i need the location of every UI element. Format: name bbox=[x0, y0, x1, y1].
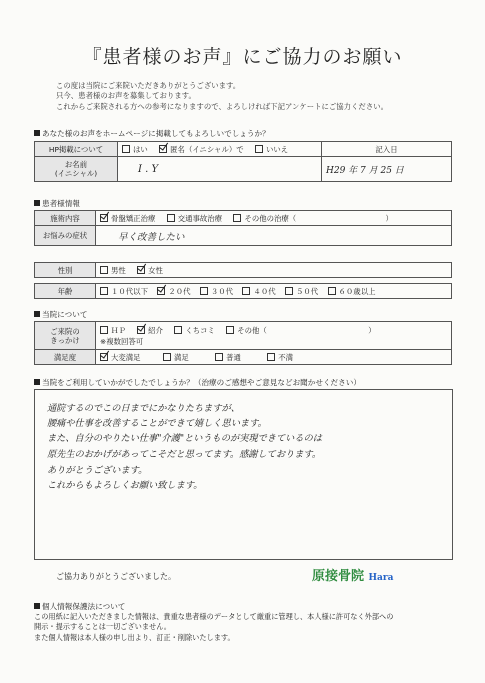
checkbox-icon[interactable] bbox=[285, 287, 293, 295]
option-anonymous[interactable]: 匿名（イニシャル）で bbox=[159, 144, 243, 155]
symptom-label: お悩みの症状 bbox=[35, 226, 96, 246]
intro-line: これからご来院される方への参考になりますので、よろしければ下記アンケートにご協力ください。 bbox=[56, 101, 388, 111]
publish-table bbox=[34, 141, 452, 182]
option-male[interactable]: 男性 bbox=[100, 265, 126, 276]
checkbox-icon[interactable] bbox=[163, 353, 171, 361]
option-accident[interactable]: 交通事故治療 bbox=[167, 213, 222, 224]
gender-options bbox=[96, 263, 452, 278]
clinic-logo: 原接骨院 Hara bbox=[312, 569, 394, 584]
option-pelvis[interactable]: 骨盤矯正治療 bbox=[100, 213, 155, 224]
square-bullet-icon bbox=[34, 130, 40, 136]
checked-checkbox-icon[interactable] bbox=[100, 353, 108, 361]
section-heading-text: 当院をご利用していかがでしたでしょうか？（治療のご感想やご意見などお聞かせください） bbox=[42, 378, 361, 387]
date-label: 記入日 bbox=[322, 142, 452, 157]
satisfaction-label: 満足度 bbox=[35, 350, 96, 365]
checkbox-icon[interactable] bbox=[242, 287, 250, 295]
section-heading bbox=[34, 128, 270, 139]
gender-table bbox=[34, 262, 452, 278]
checkbox-icon[interactable] bbox=[200, 287, 208, 295]
visit-label: ご来院の きっかけ bbox=[35, 322, 96, 350]
checkbox-icon[interactable] bbox=[100, 326, 108, 334]
section-heading bbox=[34, 198, 80, 209]
option-age-10[interactable]: １０代以下 bbox=[100, 286, 148, 297]
privacy-line: この用紙に記入いただきました情報は、貴重な患者様のデータとして厳重に管理し、本人様に許可なく外部への bbox=[34, 612, 394, 622]
intro-text bbox=[56, 81, 388, 112]
checkbox-icon[interactable] bbox=[267, 353, 275, 361]
privacy-notice bbox=[34, 602, 393, 643]
square-bullet-icon bbox=[34, 200, 40, 206]
section-heading bbox=[34, 377, 361, 388]
option-very-satisfied[interactable]: 大変満足 bbox=[100, 352, 141, 363]
visit-options bbox=[96, 322, 452, 350]
name-value[interactable]: I . Y bbox=[118, 157, 322, 182]
checked-checkbox-icon[interactable] bbox=[137, 326, 145, 334]
option-unsatisfied[interactable]: 不満 bbox=[267, 352, 293, 363]
privacy-line: また個人情報は本人様の申し出より、訂正・削除いたします。 bbox=[34, 632, 235, 642]
hp-label: HP掲載について bbox=[35, 142, 118, 157]
treatment-options bbox=[96, 211, 452, 226]
checkbox-icon[interactable] bbox=[174, 326, 182, 334]
satisfaction-options bbox=[96, 350, 452, 365]
comment-line: これからもよろしくお願い致します。 bbox=[47, 480, 203, 491]
option-referral[interactable]: 紹介 bbox=[137, 325, 163, 336]
option-age-20[interactable]: ２０代 bbox=[157, 286, 190, 297]
comment-line: 腰痛や仕事を改善することができて嬉しく思います。 bbox=[47, 418, 267, 429]
option-word-of-mouth[interactable]: くちコミ bbox=[174, 325, 215, 336]
visit-close: ） bbox=[368, 325, 376, 335]
checked-checkbox-icon[interactable] bbox=[159, 145, 167, 153]
privacy-heading: 個人情報保護法について bbox=[34, 602, 393, 612]
intro-line: 只今、患者様のお声を募集しております。 bbox=[56, 91, 196, 101]
option-other-treatment[interactable]: その他の治療（ bbox=[233, 213, 296, 224]
checkbox-icon[interactable] bbox=[215, 353, 223, 361]
name-label: お名前 (イニシャル) bbox=[35, 157, 118, 182]
section-heading-text: あなた様のお声をホームページに掲載してもよろしいでしょうか？ bbox=[42, 129, 270, 138]
intro-line: この度は当院にご来院いただきありがとうございます。 bbox=[56, 81, 241, 90]
option-age-30[interactable]: ３０代 bbox=[200, 286, 233, 297]
option-other-visit[interactable]: その他（ bbox=[226, 325, 267, 336]
square-bullet-icon bbox=[34, 311, 40, 317]
checked-checkbox-icon[interactable] bbox=[157, 287, 165, 295]
square-bullet-icon bbox=[34, 603, 40, 609]
comment-line: 通院するのでこの日までにかなりたちますが、 bbox=[47, 403, 240, 414]
page-title: 『患者様のお声』にご協力のお願い bbox=[82, 46, 403, 68]
comment-line: 原先生のおかげがあってこそだと思ってます。感謝しております。 bbox=[47, 449, 322, 460]
option-age-40[interactable]: ４０代 bbox=[242, 286, 275, 297]
visit-note: ※複数回答可 bbox=[100, 336, 144, 346]
option-normal[interactable]: 普通 bbox=[215, 352, 241, 363]
checkbox-icon[interactable] bbox=[100, 266, 108, 274]
comment-line: ありがとうございます。 bbox=[47, 465, 148, 476]
option-female[interactable]: 女性 bbox=[137, 265, 163, 276]
privacy-line: 開示・提示することは一切ございません。 bbox=[34, 622, 171, 632]
section-heading-text: 当院について bbox=[42, 310, 88, 319]
comment-box[interactable] bbox=[34, 389, 453, 560]
patient-table bbox=[34, 210, 452, 246]
age-options bbox=[96, 284, 452, 299]
treatment-close: ） bbox=[385, 213, 393, 223]
section-heading-text: 患者様情報 bbox=[42, 199, 80, 208]
checkbox-icon[interactable] bbox=[226, 326, 234, 334]
thanks-text: ご協力ありがとうございました。 bbox=[56, 572, 176, 581]
clinic-table bbox=[34, 321, 452, 365]
option-satisfied[interactable]: 満足 bbox=[163, 352, 189, 363]
checkbox-icon[interactable] bbox=[167, 214, 175, 222]
age-label: 年齢 bbox=[35, 284, 96, 299]
checkbox-icon[interactable] bbox=[255, 145, 263, 153]
gender-label: 性別 bbox=[35, 263, 96, 278]
checkbox-icon[interactable] bbox=[100, 287, 108, 295]
checkbox-icon[interactable] bbox=[328, 287, 336, 295]
checkbox-icon[interactable] bbox=[122, 145, 130, 153]
option-hp[interactable]: ＨＰ bbox=[100, 325, 126, 336]
symptom-value[interactable]: 早く改善したい bbox=[96, 226, 452, 246]
comment-line: また、自分のやりたい仕事"介護"というものが実現できているのは bbox=[47, 433, 322, 444]
treatment-label: 施術内容 bbox=[35, 211, 96, 226]
section-heading bbox=[34, 309, 87, 320]
option-no[interactable]: いいえ bbox=[255, 144, 288, 155]
checked-checkbox-icon[interactable] bbox=[137, 266, 145, 274]
square-bullet-icon bbox=[34, 379, 40, 385]
checkbox-icon[interactable] bbox=[233, 214, 241, 222]
option-age-50[interactable]: ５０代 bbox=[285, 286, 318, 297]
hp-options bbox=[118, 142, 322, 157]
checked-checkbox-icon[interactable] bbox=[100, 214, 108, 222]
age-table bbox=[34, 283, 452, 299]
date-value[interactable]: H29 年 7 月 25 日 bbox=[322, 157, 452, 182]
option-age-60[interactable]: ６０歳以上 bbox=[328, 286, 376, 297]
option-yes[interactable]: はい bbox=[122, 144, 148, 155]
